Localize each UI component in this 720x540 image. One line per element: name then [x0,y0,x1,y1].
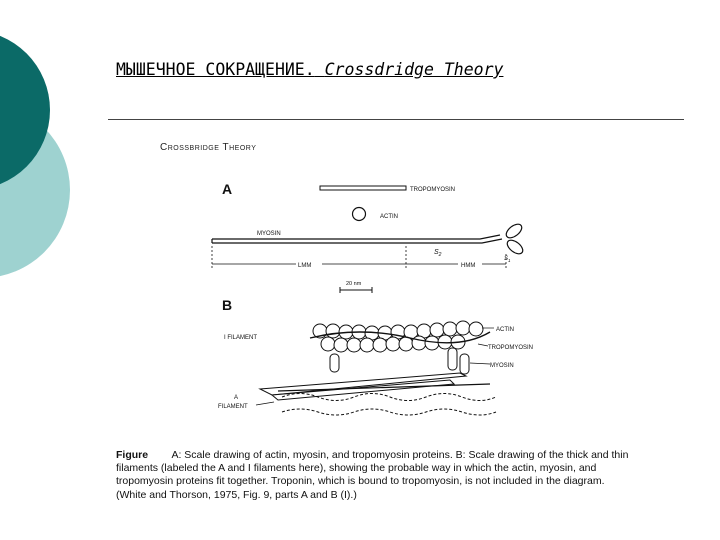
label-actin-a: ACTIN [380,214,398,220]
actin-filament [313,321,483,352]
label-myosin-a: MYOSIN [257,231,281,237]
slide-title-english: Crossdridge Theory [324,60,504,79]
title-divider [108,119,684,120]
figure-drawing [160,168,560,430]
label-actin-b: ACTIN [496,327,514,333]
myosin-tail-bottom [212,239,502,243]
label-i-filament: I FILAMENT [224,335,258,341]
slide-title-russian: МЫШЕЧНОЕ СОКРАЩЕНИЕ. [116,60,315,79]
crossbridge-heads [330,348,469,374]
label-s1: $S_1$ [504,256,511,263]
caption-figure-label: Figure [116,449,149,461]
tropomyosin-rod [320,186,406,190]
myosin-head-2 [505,238,525,257]
label-a-filament-line2: FILAMENT [218,404,248,410]
a-filament-wavy-bottom [282,409,496,415]
a-filament-leader [256,402,274,405]
label-myosin-b: MYOSIN [490,363,514,369]
panel-b-letter: B [222,297,233,313]
actin-globule [353,208,366,221]
figure-caption [116,449,636,502]
label-tropomyosin-a: TROPOMYOSIN [410,187,456,193]
caption-text: A: Scale drawing of actin, myosin, and tropomyosin proteins. B: Scale drawing of the thick and thin filaments (labeled the A and I filaments here), showing the probable way in which the actin, myosin, and tropomyosin proteins fit together. Troponin, which is bound to tropomyosin, is not included in the diagram. (White and Thorson, 1975, Fig. 9, parts A and B (I).) [116,449,629,501]
label-scale: 20 nm [346,281,362,287]
slide-title [116,60,503,79]
label-a-filament-line1: A [234,395,239,401]
label-hmm: HMM [461,263,476,269]
label-tropomyosin-b: TROPOMYOSIN [488,345,534,351]
label-s2: $S_2$ [434,249,442,258]
myosin-tail-top [212,235,500,239]
panel-a-letter: A [222,181,233,197]
myosin-head-1 [504,222,524,241]
label-lmm: LMM [298,263,312,269]
figure-heading: Crossbridge Theory [160,142,257,153]
decorative-circles [0,0,110,300]
